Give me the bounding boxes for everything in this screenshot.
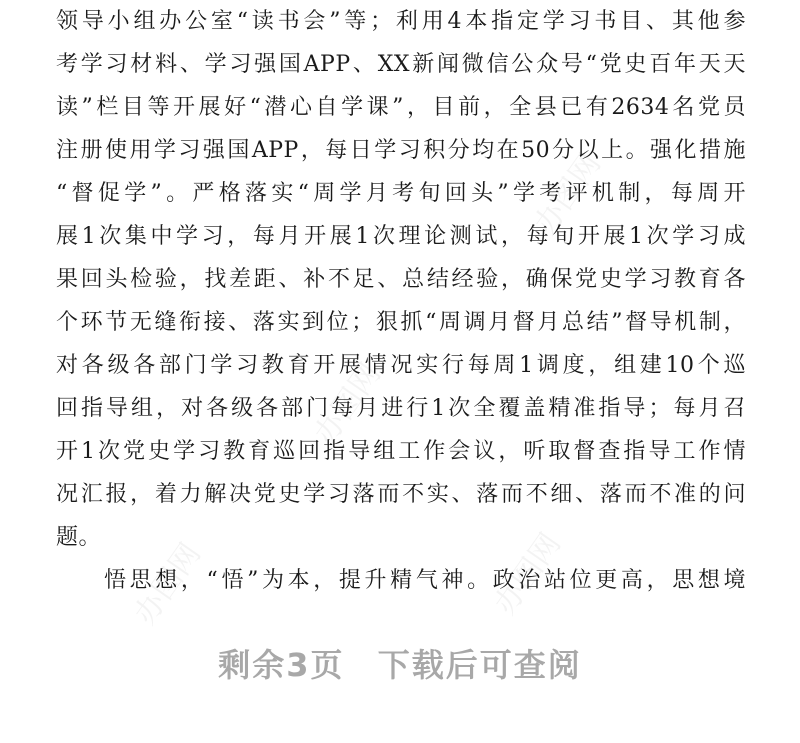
watermark: 办图网: [527, 147, 609, 241]
text-line: 开1次党史学习教育巡回指导组工作会议，听取督查指导工作情: [56, 439, 746, 464]
download-hint-label: 下载后可查阅: [377, 646, 582, 684]
text-line: 况汇报，着力解决党史学习落而不实、落而不细、落而不准的问: [56, 482, 746, 507]
remaining-pages-label: 剩余3页: [218, 646, 345, 684]
text-line: 果回头检验，找差距、补不足、总结经验，确保党史学习教育各: [56, 267, 746, 292]
text-line: 展1次集中学习，每月开展1次理论测试，每旬开展1次学习成: [56, 224, 746, 249]
watermark: 办图网: [487, 527, 569, 621]
text-line: 回指导组，对各级各部门每月进行1次全覆盖精准指导；每月召: [56, 396, 746, 421]
text-line: 注册使用学习强国APP，每日学习积分均在50分以上。强化措施: [56, 138, 746, 163]
watermark: 办图网: [307, 357, 389, 451]
text-line: 考学习材料、学习强国APP、XX新闻微信公众号“党史百年天天: [56, 52, 746, 77]
document-body: [56, 0, 746, 602]
text-line: 领导小组办公室“读书会”等；利用4本指定学习书目、其他参: [56, 9, 746, 34]
paragraph-start-line: 悟思想，“悟”为本，提升精气神。政治站位更高，思想境: [104, 568, 746, 593]
text-line: 对各级各部门学习教育开展情况实行每周1调度，组建10个巡: [56, 353, 746, 378]
text-line: 个环节无缝衔接、落实到位；狠抓“周调月督月总结”督导机制，: [56, 310, 746, 335]
text-line: 题。: [56, 525, 102, 550]
text-line: 读”栏目等开展好“潜心自学课”，目前，全县已有2634名党员: [56, 95, 746, 120]
watermark: 办图网: [127, 537, 209, 631]
text-line: “督促学”。严格落实“周学月考旬回头”学考评机制，每周开: [56, 181, 746, 206]
download-prompt[interactable]: [0, 640, 800, 686]
